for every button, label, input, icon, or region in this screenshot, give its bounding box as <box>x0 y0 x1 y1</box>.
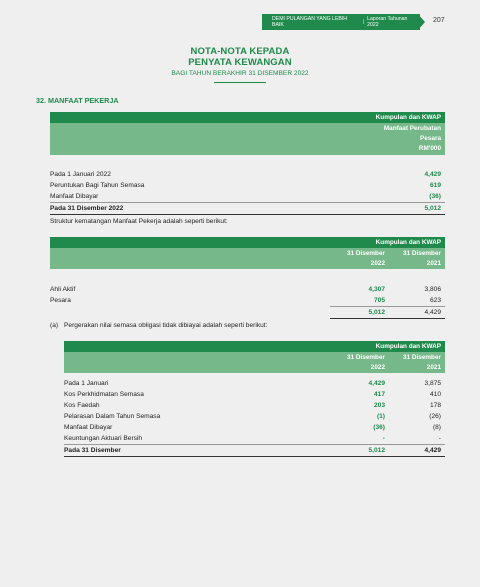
row-value-2022: 4,429 <box>368 380 385 387</box>
paragraph-maturity: Struktur kematangan Manfaat Pekerja adalah seperti berikut: <box>50 218 228 225</box>
column-label: Pesara <box>420 135 441 142</box>
row-label: Ahli Aktif <box>50 286 76 293</box>
page-title-line1: NOTA-NOTA KEPADA <box>190 46 290 57</box>
header-report: Laporan Tahunan 2022 <box>367 16 408 28</box>
page-number: 207 <box>433 17 445 24</box>
page-subtitle: BAGI TAHUN BERAKHIR 31 DISEMBER 2022 <box>171 70 309 77</box>
title-divider <box>214 82 266 83</box>
row-value-2021: 4,429 <box>424 309 441 316</box>
row-value: 4,429 <box>424 171 441 178</box>
table-row <box>50 191 445 202</box>
table-header-column <box>64 352 445 373</box>
header-band <box>262 14 420 30</box>
table-row <box>64 378 445 389</box>
row-value: 5,012 <box>424 205 441 212</box>
table-retiree-medical <box>50 112 445 215</box>
column-header-2021: 31 Disember 2021 <box>402 354 441 371</box>
table-header-group: Kumpulan dan KWAP <box>64 341 445 352</box>
row-label: Pada 31 Disember 2022 <box>50 205 124 212</box>
row-label: Manfaat Dibayar <box>64 424 113 431</box>
table-maturity <box>50 237 445 319</box>
table-row <box>50 295 445 306</box>
column-header-2021: 31 Disember 2021 <box>402 250 441 267</box>
column-label: Manfaat Perubatan <box>383 125 441 132</box>
row-value-2022: - <box>382 435 385 442</box>
table-row <box>64 422 445 433</box>
row-value-2021: 4,429 <box>424 447 441 454</box>
header-separator: | <box>362 19 365 25</box>
page-title-block <box>0 46 480 83</box>
table-header-column <box>50 123 445 155</box>
section-heading: 32. MANFAAT PEKERJA <box>36 96 119 105</box>
row-value-2022: 203 <box>373 402 385 409</box>
row-label: Kos Perkhidmatan Semasa <box>64 391 144 398</box>
row-value-2022: 4,307 <box>368 286 385 293</box>
row-value-2022: (1) <box>376 413 385 420</box>
row-value-2021: 623 <box>429 297 441 304</box>
table-header-column <box>50 248 445 269</box>
row-value-2021: (26) <box>429 413 441 420</box>
table-row <box>64 433 445 444</box>
row-label: Pada 31 Disember <box>64 447 121 454</box>
row-label: Keuntungan Aktuari Bersih <box>64 435 143 442</box>
table-row <box>64 411 445 422</box>
row-label: Pada 1 Januari <box>64 380 109 387</box>
table-row <box>64 389 445 400</box>
page-title-line2: PENYATA KEWANGAN <box>188 57 292 68</box>
chevron-right-icon <box>418 14 425 30</box>
table-sum-row <box>330 306 445 319</box>
row-value: 619 <box>429 182 441 189</box>
row-value-2022: (36) <box>373 424 385 431</box>
row-label: Kos Faedah <box>64 402 100 409</box>
column-header-2022: 31 Disember 2022 <box>346 354 385 371</box>
row-value: (36) <box>429 193 441 200</box>
column-header-2022: 31 Disember 2022 <box>346 250 385 267</box>
table-row <box>50 284 445 295</box>
row-value-2022: 5,012 <box>368 447 385 454</box>
row-value-2021: 178 <box>429 402 441 409</box>
table-total-row <box>50 202 445 215</box>
row-value-2021: 3,806 <box>424 286 441 293</box>
paragraph-marker: (a) <box>50 322 59 329</box>
table-header-group: Kumpulan dan KWAP <box>50 112 445 123</box>
table-row <box>64 400 445 411</box>
row-label: Manfaat Dibayar <box>50 193 99 200</box>
row-value-2021: (8) <box>432 424 441 431</box>
table-header-group: Kumpulan dan KWAP <box>50 237 445 248</box>
column-unit: RM'000 <box>418 145 441 152</box>
table-row <box>50 169 445 180</box>
row-label: Pesara <box>50 297 71 304</box>
row-value-2022: 705 <box>373 297 385 304</box>
row-value-2021: 410 <box>429 391 441 398</box>
row-value-2022: 417 <box>373 391 385 398</box>
row-value-2021: - <box>438 435 441 442</box>
row-value-2022: 5,012 <box>368 309 385 316</box>
table-row <box>50 180 445 191</box>
table-total-row <box>64 444 445 457</box>
row-value-2021: 3,875 <box>424 380 441 387</box>
row-label: Pada 1 Januari 2022 <box>50 171 111 178</box>
paragraph-movement: Pergerakan nilai semasa obligasi tidak dibiayai adalah seperti berikut: <box>64 322 268 329</box>
header-slogan: DEMI PULANGAN YANG LEBIH BAIK <box>272 16 348 28</box>
table-obligation-movement <box>64 341 445 457</box>
row-label: Peruntukan Bagi Tahun Semasa <box>50 182 145 189</box>
row-label: Pelarasan Dalam Tahun Semasa <box>64 413 161 420</box>
